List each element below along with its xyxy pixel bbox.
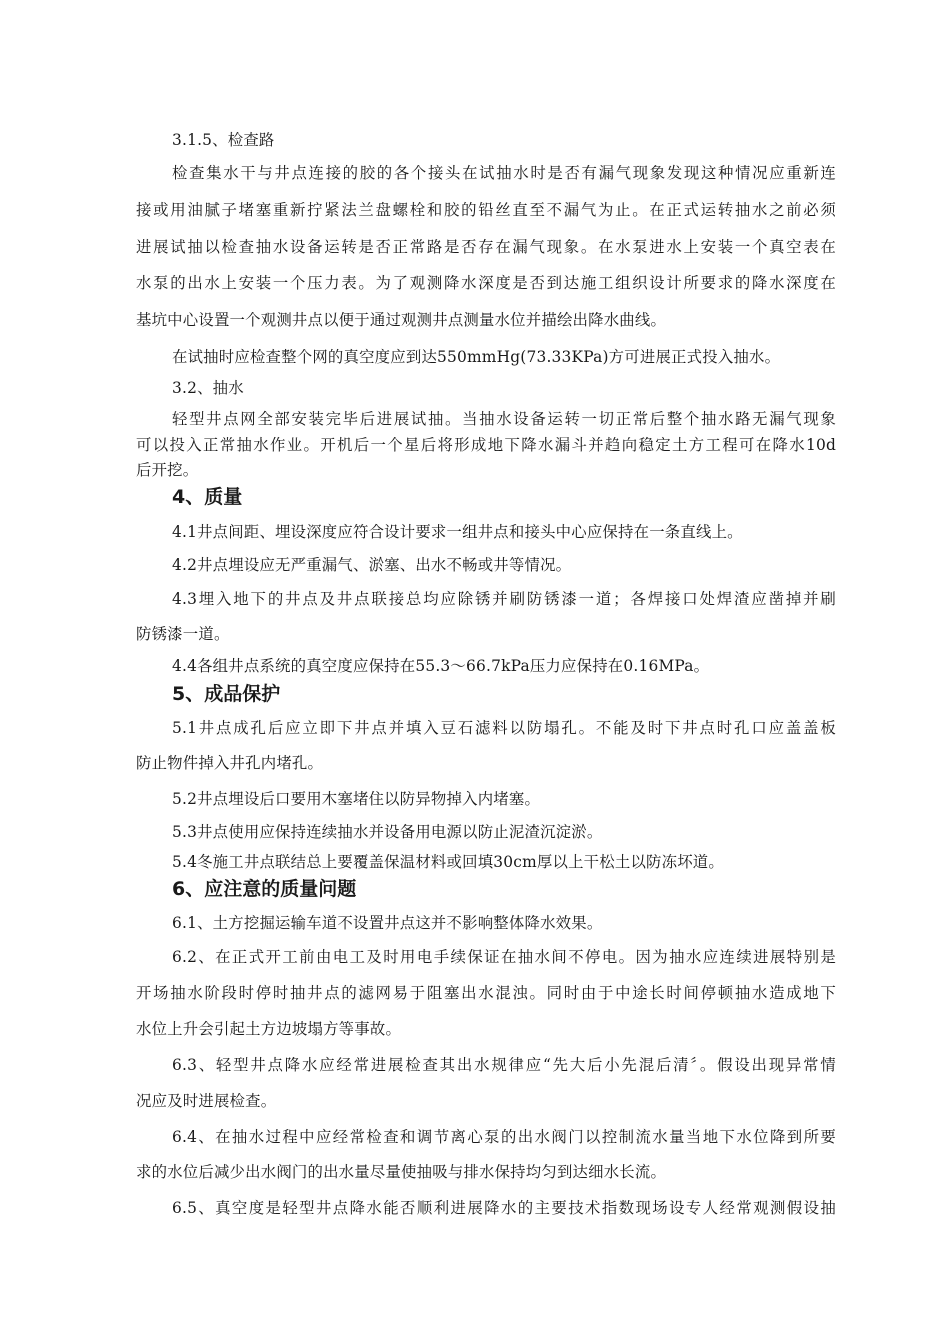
section-3-1-5-title: 3.1.5、检查路 xyxy=(172,131,275,149)
section-6-heading: 6、应注意的质量问题 xyxy=(172,878,357,900)
list-item: 5.1井点成孔后应立即下井点并填入豆石滤料以防塌孔。不能及时下井点时孔口应盖盖板 xyxy=(172,719,836,737)
list-item: 6.3、轻型井点降水应经常进展检查其出水规律应“先大后小先混后清〞。假设出现异常情 xyxy=(172,1056,836,1074)
section-5-heading: 5、成品保护 xyxy=(172,683,281,705)
paragraph-line: 在试抽时应检查整个网的真空度应到达550mmHg(73.33KPa)方可进展正式投入抽水。 xyxy=(172,348,781,366)
list-item: 6.5、真空度是轻型井点降水能否顺利进展降水的主要技术指数现场设专人经常观测假设抽 xyxy=(172,1199,836,1217)
paragraph-line: 可以投入正常抽水作业。开机后一个星后将形成地下降水漏斗并趋向稳定土方工程可在降水10d xyxy=(136,436,836,454)
section-3-2-title: 3.2、抽水 xyxy=(172,379,244,397)
list-item: 求的水位后减少出水阀门的出水量尽量使抽吸与排水保持均匀到达细水长流。 xyxy=(136,1163,667,1181)
list-item: 6.1、土方挖掘运输车道不设置井点这并不影响整体降水效果。 xyxy=(172,914,603,932)
paragraph-line: 水泵的出水上安装一个压力表。为了观测降水深度是否到达施工组织设计所要求的降水深度在 xyxy=(136,274,836,292)
paragraph-line: 后开挖。 xyxy=(136,461,199,479)
list-item: 5.4冬施工井点联结总上要覆盖保温材料或回填30cm厚以上干松土以防冻坏道。 xyxy=(172,853,724,871)
list-item: 4.4各组井点系统的真空度应保持在55.3～66.7kPa压力应保持在0.16MPa。 xyxy=(172,657,710,675)
list-item: 防止物件掉入井孔内堵孔。 xyxy=(136,754,324,772)
paragraph-line: 检查集水干与井点连接的胶的各个接头在试抽水时是否有漏气现象发现这种情况应重新连 xyxy=(172,164,836,182)
paragraph-line: 接或用油腻子堵塞重新拧紧法兰盘螺栓和胶的铅丝直至不漏气为止。在正式运转抽水之前必须 xyxy=(136,201,836,219)
paragraph-line: 进展试抽以检查抽水设备运转是否正常路是否存在漏气现象。在水泵进水上安装一个真空表在 xyxy=(136,238,836,256)
list-item: 6.4、在抽水过程中应经常检查和调节离心泵的出水阀门以控制流水量当地下水位降到所要 xyxy=(172,1128,836,1146)
paragraph-line: 基坑中心设置一个观测井点以便于通过观测井点测量水位并描绘出降水曲线。 xyxy=(136,311,667,329)
list-item: 防锈漆一道。 xyxy=(136,625,230,643)
list-item: 4.3埋入地下的井点及井点联接总均应除锈并刷防锈漆一道；各焊接口处焊渣应凿掉并刷 xyxy=(172,590,836,608)
paragraph-line: 轻型井点网全部安装完毕后进展试抽。当抽水设备运转一切正常后整个抽水路无漏气现象 xyxy=(172,410,836,428)
list-item: 4.1井点间距、埋设深度应符合设计要求一组井点和接头中心应保持在一条直线上。 xyxy=(172,523,743,541)
section-4-heading: 4、质量 xyxy=(172,486,243,508)
list-item: 水位上升会引起土方边坡塌方等事故。 xyxy=(136,1020,402,1038)
list-item: 5.3井点使用应保持连续抽水并设备用电源以防止泥渣沉淀淤。 xyxy=(172,823,603,841)
list-item: 况应及时进展检查。 xyxy=(136,1092,277,1110)
list-item: 6.2、在正式开工前由电工及时用电手续保证在抽水间不停电。因为抽水应连续进展特别是 xyxy=(172,948,836,966)
list-item: 5.2井点埋设后口要用木塞堵住以防异物掉入内堵塞。 xyxy=(172,790,541,808)
list-item: 4.2井点埋设应无严重漏气、淤塞、出水不畅或井等情况。 xyxy=(172,556,572,574)
list-item: 开场抽水阶段时停时抽井点的滤网易于阻塞出水混浊。同时由于中途长时间停顿抽水造成地下 xyxy=(136,984,836,1002)
